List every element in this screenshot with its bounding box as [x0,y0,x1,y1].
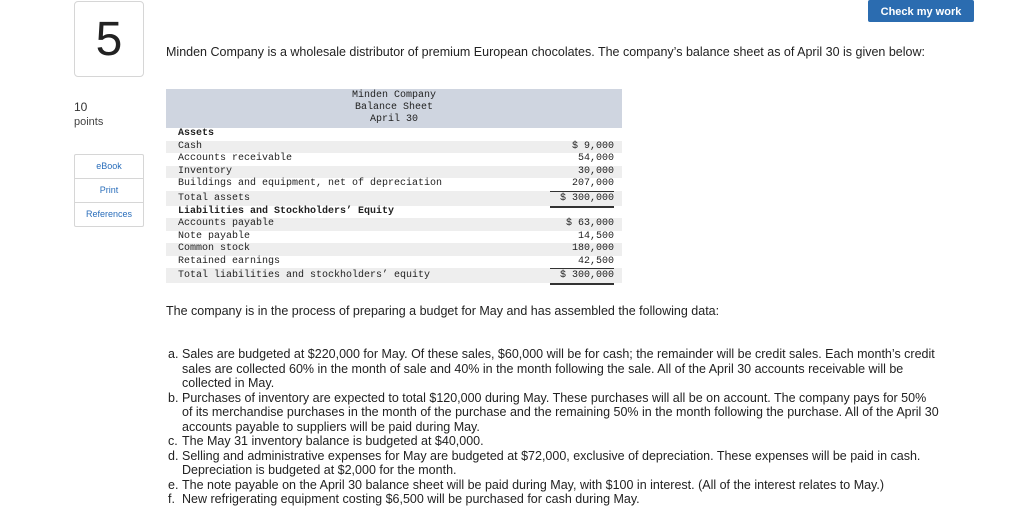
table-row [166,141,622,154]
statement-date: April 30 [369,114,418,125]
points-value: 10 [74,100,88,114]
table-row [166,243,622,256]
row-label: Total assets [178,192,251,204]
item-marker: e. [168,477,179,492]
item-marker: f. [168,492,175,506]
print-link[interactable]: Print [75,179,143,203]
table-row [166,231,622,244]
liabilities-heading-row [166,206,622,219]
row-label: Accounts receivable [178,153,293,164]
statement-title: Balance Sheet [354,102,433,113]
item-text: The note payable on the April 30 balance sheet will be paid during May, with $100 in interest. (All of the interest relates to May.) [182,477,885,492]
item-text: Selling and administrative expenses for May are budgeted at $72,000, exclusive of depreciation. These expenses will be paid in cash. Depreciation is budgeted at $2,000 for the month. [182,448,921,477]
row-amount: 42,500 [550,256,614,270]
row-amount: $ 63,000 [565,218,614,229]
row-label: Retained earnings [178,255,281,267]
row-amount: $ 300,000 [550,191,614,208]
question-number: 5 [74,1,144,77]
list-item [168,434,940,449]
item-marker: b. [168,390,179,405]
company-name: Minden Company [351,90,436,101]
check-my-work-button[interactable]: Check my work [868,0,974,22]
item-text: The May 31 inventory balance is budgeted at $40,000. [182,434,484,448]
list-item [168,347,940,391]
row-label: Inventory [178,165,233,177]
references-link[interactable]: References [85,209,133,219]
total-assets-row [166,191,622,206]
list-item [168,391,940,435]
points-block [74,100,103,130]
row-label: Cash [178,140,203,152]
row-label: Note payable [178,230,251,242]
budget-intro-text: The company is in the process of preparing a budget for May and has assembled the following data: [166,304,720,318]
balance-sheet-header [166,89,622,128]
intro-text: Minden Company is a wholesale distributor of premium European chocolates. The company’s balance sheet as of April 30 is given below: [166,45,925,59]
table-row [166,218,622,231]
list-item [168,478,940,493]
row-amount: $ 300,000 [550,268,614,285]
table-row [166,256,622,269]
assets-heading: Assets [178,128,215,139]
resource-links [74,154,144,227]
row-label: Accounts payable [178,218,275,229]
row-amount: 30,000 [577,165,614,177]
table-row [166,166,622,179]
item-text: Sales are budgeted at $220,000 for May. Of these sales, $60,000 will be for cash; the remainder will be credit sales. Each month’s credit sales are collected 60% in the month of sale and 40% in the month following the sale. All of the April 30 accounts receivable will be collected in May. [182,347,935,390]
assets-heading-row [166,128,622,141]
total-liabilities-row [166,268,622,283]
row-amount: 207,000 [550,178,614,192]
balance-sheet [166,89,622,283]
row-amount: 180,000 [571,243,614,254]
list-item [168,492,940,507]
table-row [166,153,622,166]
liabilities-heading: Liabilities and Stockholders’ Equity [178,205,395,217]
ebook-link[interactable]: eBook [75,155,143,179]
table-row [166,178,622,191]
row-label: Total liabilities and stockholders’ equity [178,270,431,281]
budget-data-list [168,347,940,507]
row-label: Buildings and equipment, net of depreciation [178,178,443,189]
row-amount: $ 9,000 [571,140,614,152]
item-marker: c. [168,434,178,448]
item-text: Purchases of inventory are expected to total $120,000 during May. These purchases will all be on account. The company pays for 50% of its merchandise purchases in the month of the purchase and the remaining 50% in the month following the purchase. All of the April 30 accounts payable to suppliers will be paid during May. [182,390,939,434]
item-text: New refrigerating equipment costing $6,500 will be purchased for cash during May. [182,492,640,506]
list-item [168,449,940,478]
row-label: Common stock [178,243,251,254]
row-amount: 14,500 [577,230,614,242]
row-amount: 54,000 [577,153,614,164]
item-marker: a. [168,347,179,361]
points-label: points [74,116,104,128]
item-marker: d. [168,448,179,463]
